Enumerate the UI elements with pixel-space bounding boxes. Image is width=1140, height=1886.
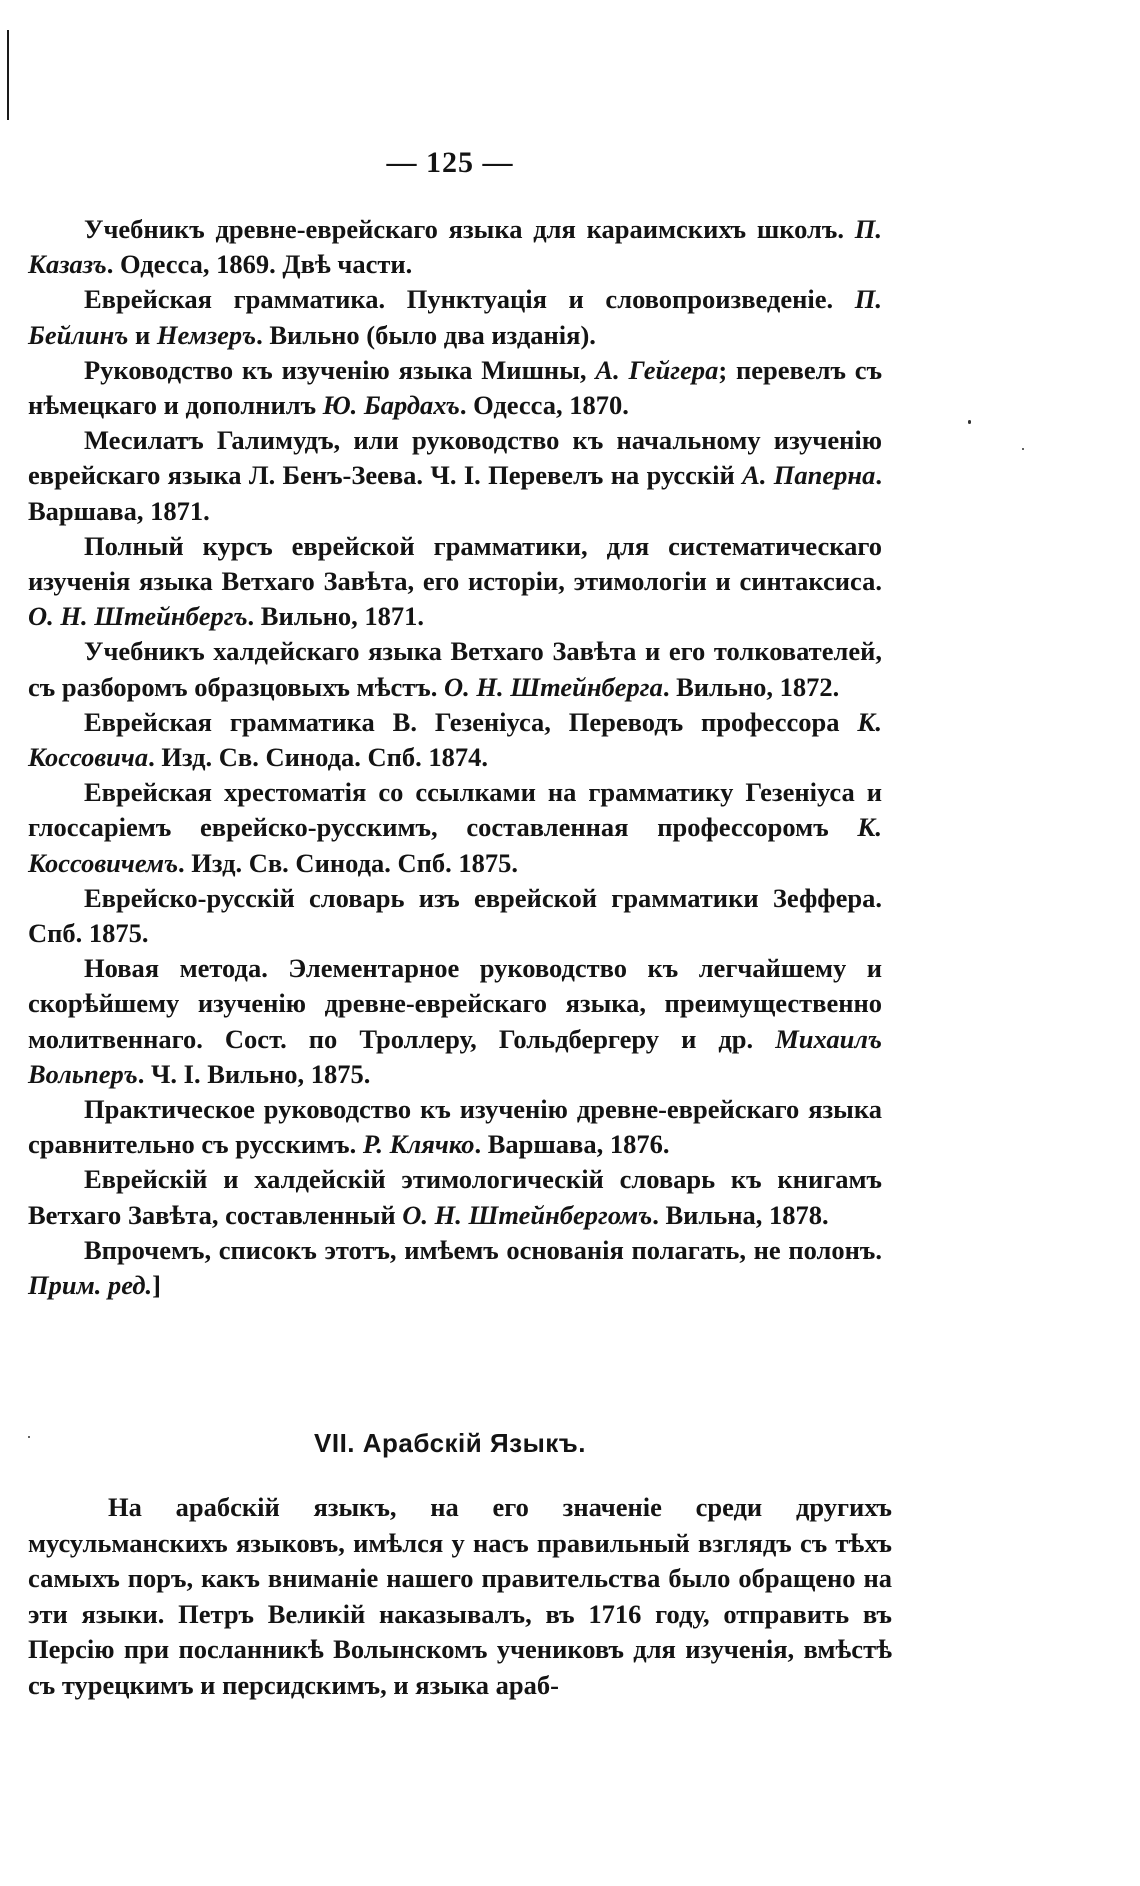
bibliography-entry: Учебникъ древне-еврейскаго языка для караимскихъ школъ. П. Казазъ. Одесса, 1869. Двѣ части.	[28, 214, 883, 280]
bibliography-entry: Месилатъ Галимудъ, или руководство къ начальному изученію еврейскаго языка Л. Бенъ-Зеева. Ч. I. Перевелъ на русскій А. Паперна. Варшава, 1871.	[28, 425, 882, 526]
page-number: — 125 —	[386, 146, 514, 179]
bibliography-list	[28, 212, 882, 1303]
scan-speck	[28, 1436, 30, 1438]
body-paragraph: На арабскій языкъ, на его значеніе среди другихъ мусульманскихъ языковъ, имѣлся у насъ правильный взглядъ съ тѣхъ самыхъ поръ, какъ вниманіе нашего правительства было обращено на эти языки. Петръ Великій наказывалъ, въ 1716 году, отправить въ Персію при посланникѣ Волынскомъ учениковъ для изученія, вмѣстѣ съ турецкимъ и персидскимъ, и языка араб-	[28, 1492, 892, 1700]
bibliography-entry: Учебникъ халдейскаго языка Ветхаго Завѣта и его толкователей, съ разборомъ образцовыхъ мѣстъ. О. Н. Штейнберга. Вильно, 1872.	[28, 636, 882, 702]
bibliography-entry: Руководство къ изученію языка Мишны, А. Гейгера; перевелъ съ нѣмецкаго и дополнилъ Ю. Бардахъ. Одесса, 1870.	[28, 354, 883, 421]
bibliography-entry: Полный курсъ еврейской грамматики, для систематическаго изученія языка Ветхаго Завѣта, его исторіи, этимологіи и синтаксиса. О. Н. Штейнбергъ. Вильно, 1871.	[28, 530, 882, 632]
bibliography-entry: Еврейскій и халдейскій этимологическій словарь къ книгамъ Ветхаго Завѣта, составленный О. Н. Штейнбергомъ. Вильна, 1878.	[28, 1164, 882, 1230]
scan-speck	[968, 420, 971, 424]
bibliography-entry: Впрочемъ, списокъ этотъ, имѣемъ основанія полагать, не полонъ. Прим. ред.]	[28, 1234, 882, 1301]
bibliography-entry: Еврейская грамматика В. Гезеніуса, Переводъ профессора К. Коссовича. Изд. Св. Синода. Спб. 1874.	[28, 706, 883, 773]
section-heading: VII. Арабскій Языкъ.	[314, 1428, 586, 1458]
scan-edge-mark	[7, 30, 9, 120]
bibliography-entry: Новая метода. Элементарное руководство къ легчайшему и скорѣйшему изученію древне-еврейскаго языка, преимущественно молитвеннаго. Сост. по Троллеру, Гольдбергеру и др. Михаилъ Вольперъ. Ч. I. Вильно, 1875.	[28, 953, 882, 1089]
scan-speck	[1022, 448, 1024, 450]
bibliography-entry: Практическое руководство къ изученію древне-еврейскаго языка сравнительно съ русскимъ. Р. Клячко. Варшава, 1876.	[28, 1094, 882, 1160]
bibliography-entry: Еврейская хрестоматія со ссылками на грамматику Гезеніуса и глоссаріемъ еврейско-русскимъ, составленная профессоромъ К. Коссовичемъ. Изд. Св. Синода. Спб. 1875.	[28, 777, 882, 878]
bibliography-entry: Еврейско-русскій словарь изъ еврейской грамматики Зеффера. Спб. 1875.	[28, 882, 882, 949]
bibliography-entry: Еврейская грамматика. Пунктуація и словопроизведеніе. П. Бейлинъ и Немзеръ. Вильно (было два изданія).	[28, 284, 882, 350]
